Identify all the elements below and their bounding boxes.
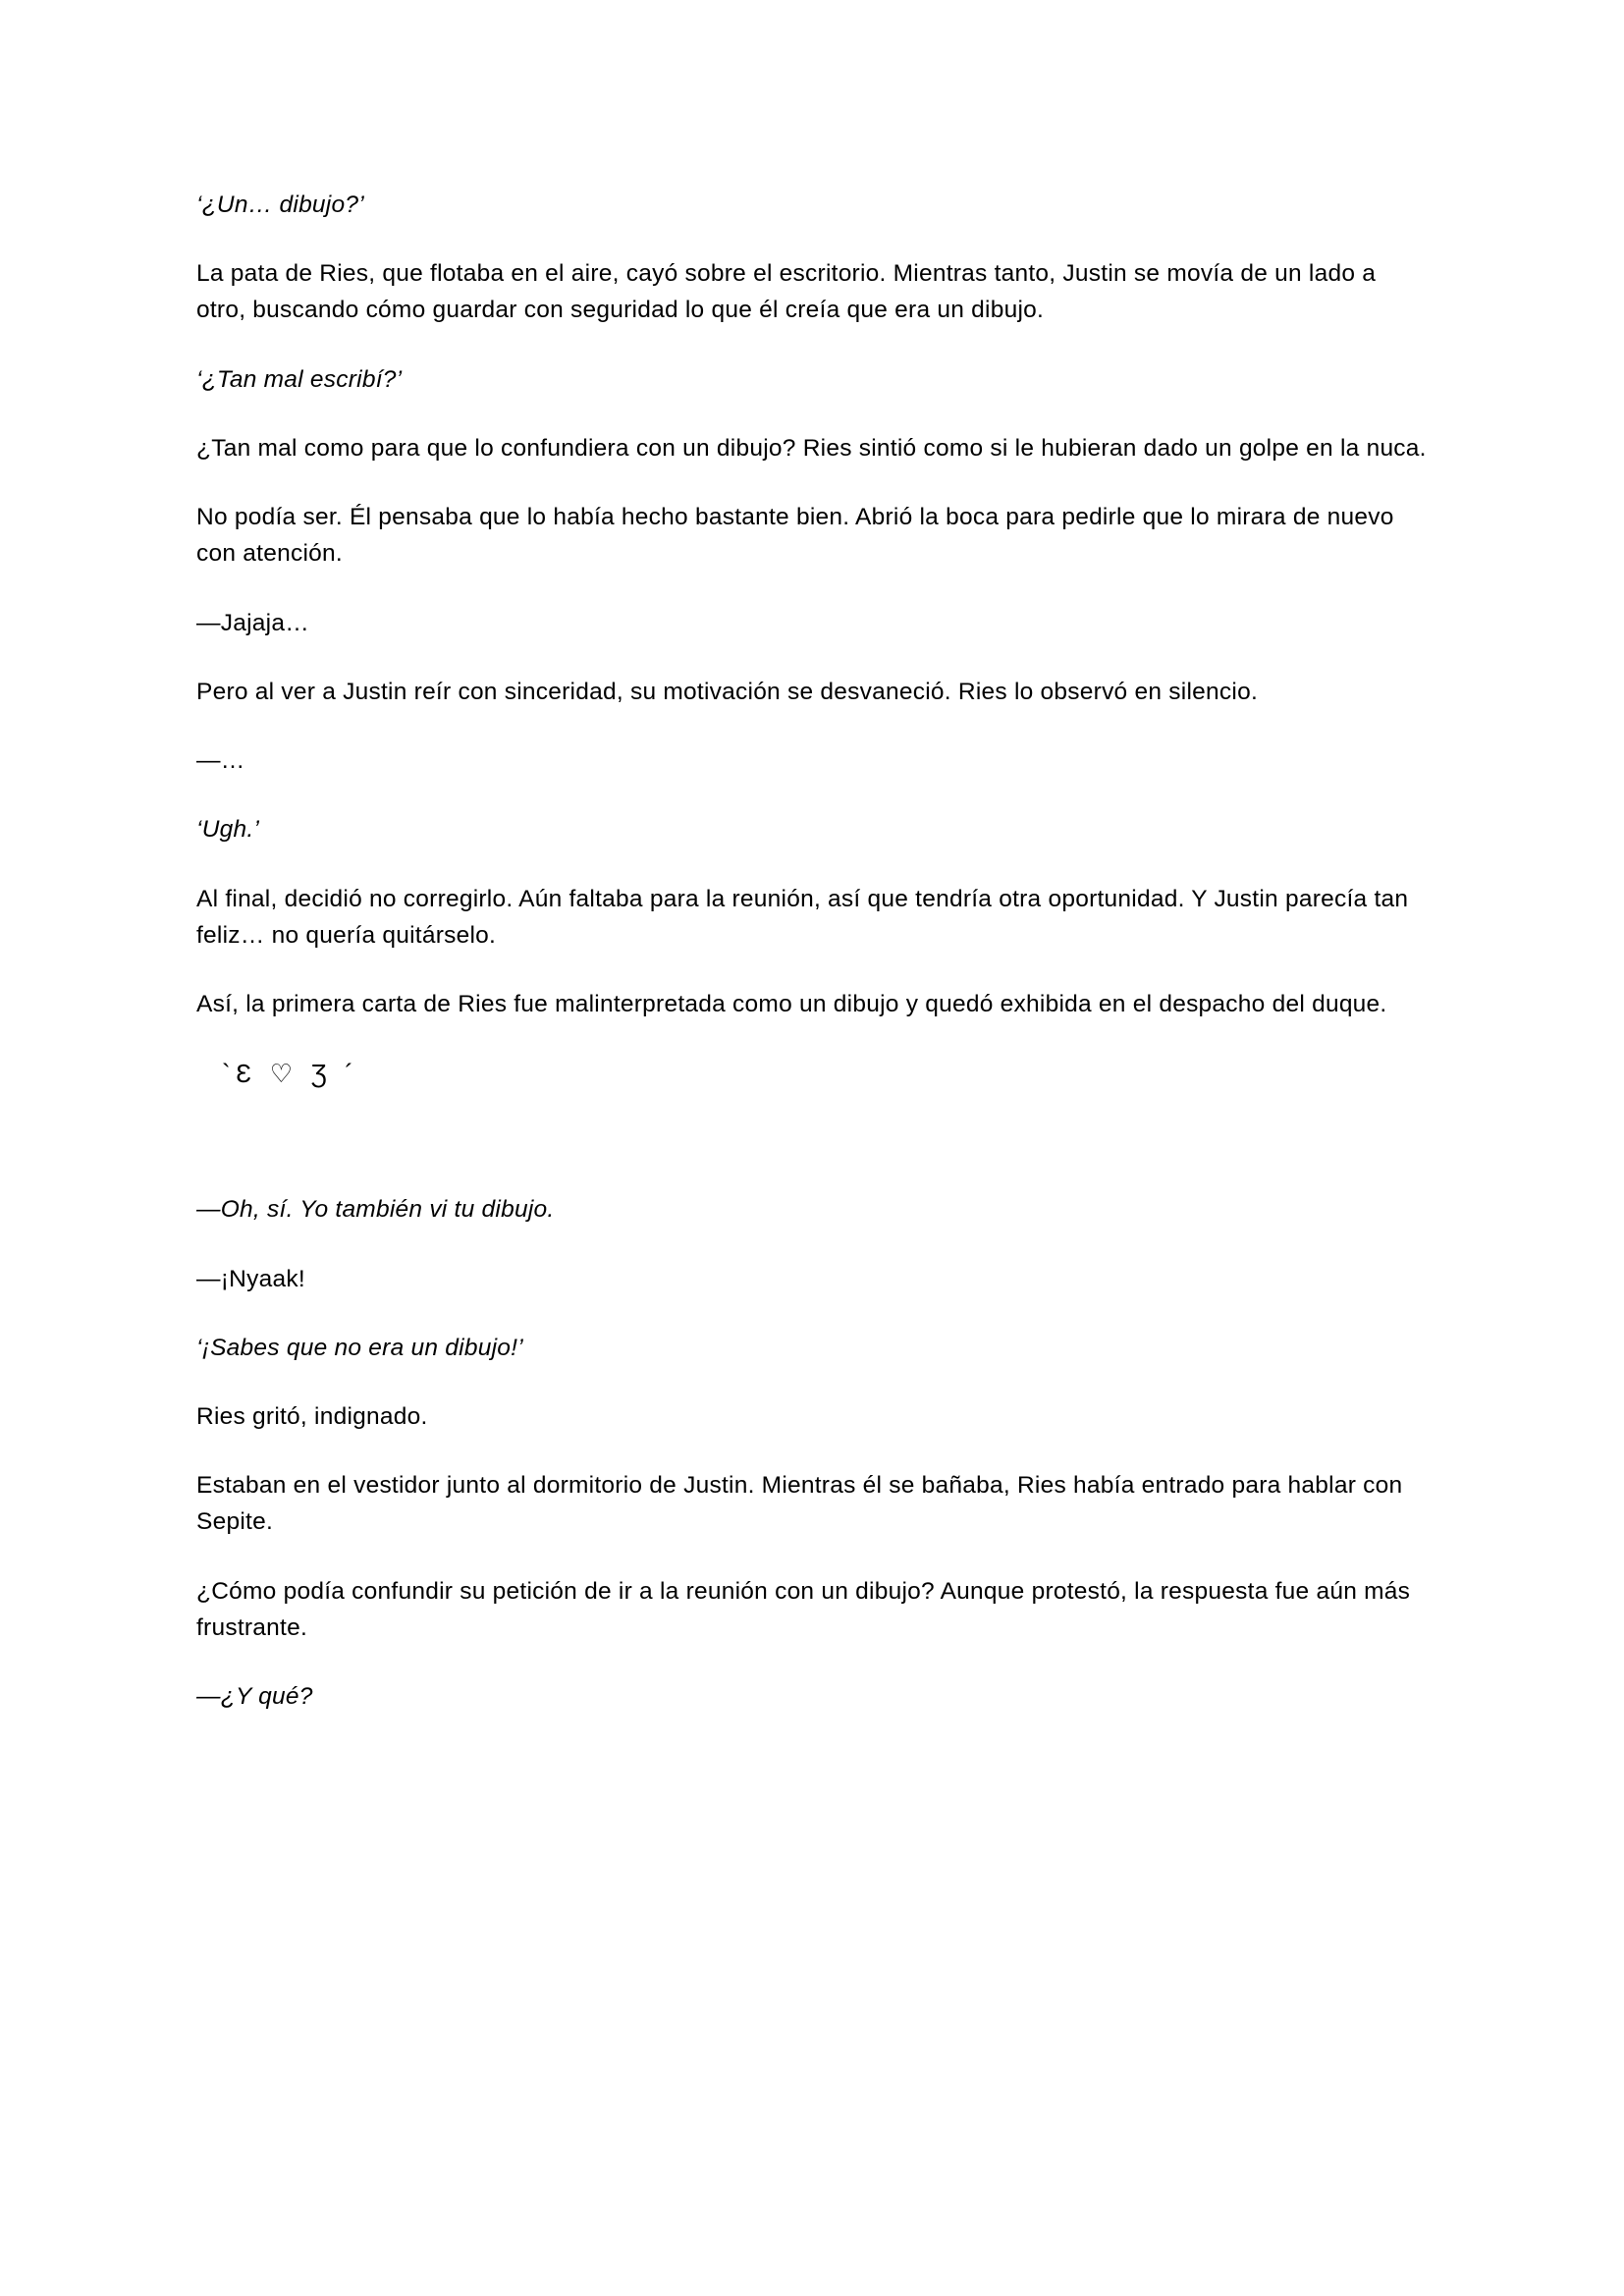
body-paragraph: Pero al ver a Justin reír con sinceridad, su motivación se desvaneció. Ries lo observó en silencio.: [196, 678, 1258, 705]
body-paragraph: Estaban en el vestidor junto al dormitorio de Justin. Mientras él se bañaba, Ries había entrado para hablar con Sepite.: [196, 1472, 1403, 1536]
body-paragraph: No podía ser. Él pensaba que lo había hecho bastante bien. Abrió la boca para pedirle que lo mirara de nuevo con atención.: [196, 504, 1394, 568]
body-paragraph: —¡Nyaak!: [196, 1265, 305, 1292]
body-paragraph: ¿Tan mal como para que lo confundiera con un dibujo? Ries sintió como si le hubieran dado un golpe en la nuca.: [196, 434, 1427, 462]
body-paragraph: —¿Y qué?: [196, 1683, 313, 1711]
section-spacer: [196, 1125, 1429, 1159]
body-paragraph: Al final, decidió no corregirlo. Aún faltaba para la reunión, así que tendría otra oportunidad. Y Justin parecía tan feliz… no quería quitárselo.: [196, 885, 1409, 949]
body-paragraph: ‘Ugh.’: [196, 816, 260, 844]
body-paragraph: La pata de Ries, que flotaba en el aire, cayó sobre el escritorio. Mientras tanto, Justin se movía de un lado a otro, buscando cómo guardar con seguridad lo que él creía que era un dibujo.: [196, 260, 1377, 324]
body-paragraph: —Oh, sí. Yo también vi tu dibujo.: [196, 1196, 555, 1224]
body-paragraph: Ries gritó, indignado.: [196, 1402, 428, 1430]
body-paragraph: ‘¿Un… dibujo?’: [196, 191, 364, 218]
body-paragraph: —Jajaja…: [196, 609, 309, 636]
section-ornament: `Ɛ ♡ Ʒ ´: [222, 1059, 359, 1089]
body-paragraph: ‘¡Sabes que no era un dibujo!’: [196, 1334, 523, 1361]
body-paragraph: Así, la primera carta de Ries fue malinterpretada como un dibujo y quedó exhibida en el despacho del duque.: [196, 991, 1387, 1018]
body-paragraph: ¿Cómo podía confundir su petición de ir a la reunión con un dibujo? Aunque protestó, la respuesta fue aún más frustrante.: [196, 1577, 1411, 1641]
body-paragraph: ‘¿Tan mal escribí?’: [196, 365, 403, 393]
body-paragraph: —…: [196, 747, 245, 775]
document-body: [196, 187, 1429, 1715]
